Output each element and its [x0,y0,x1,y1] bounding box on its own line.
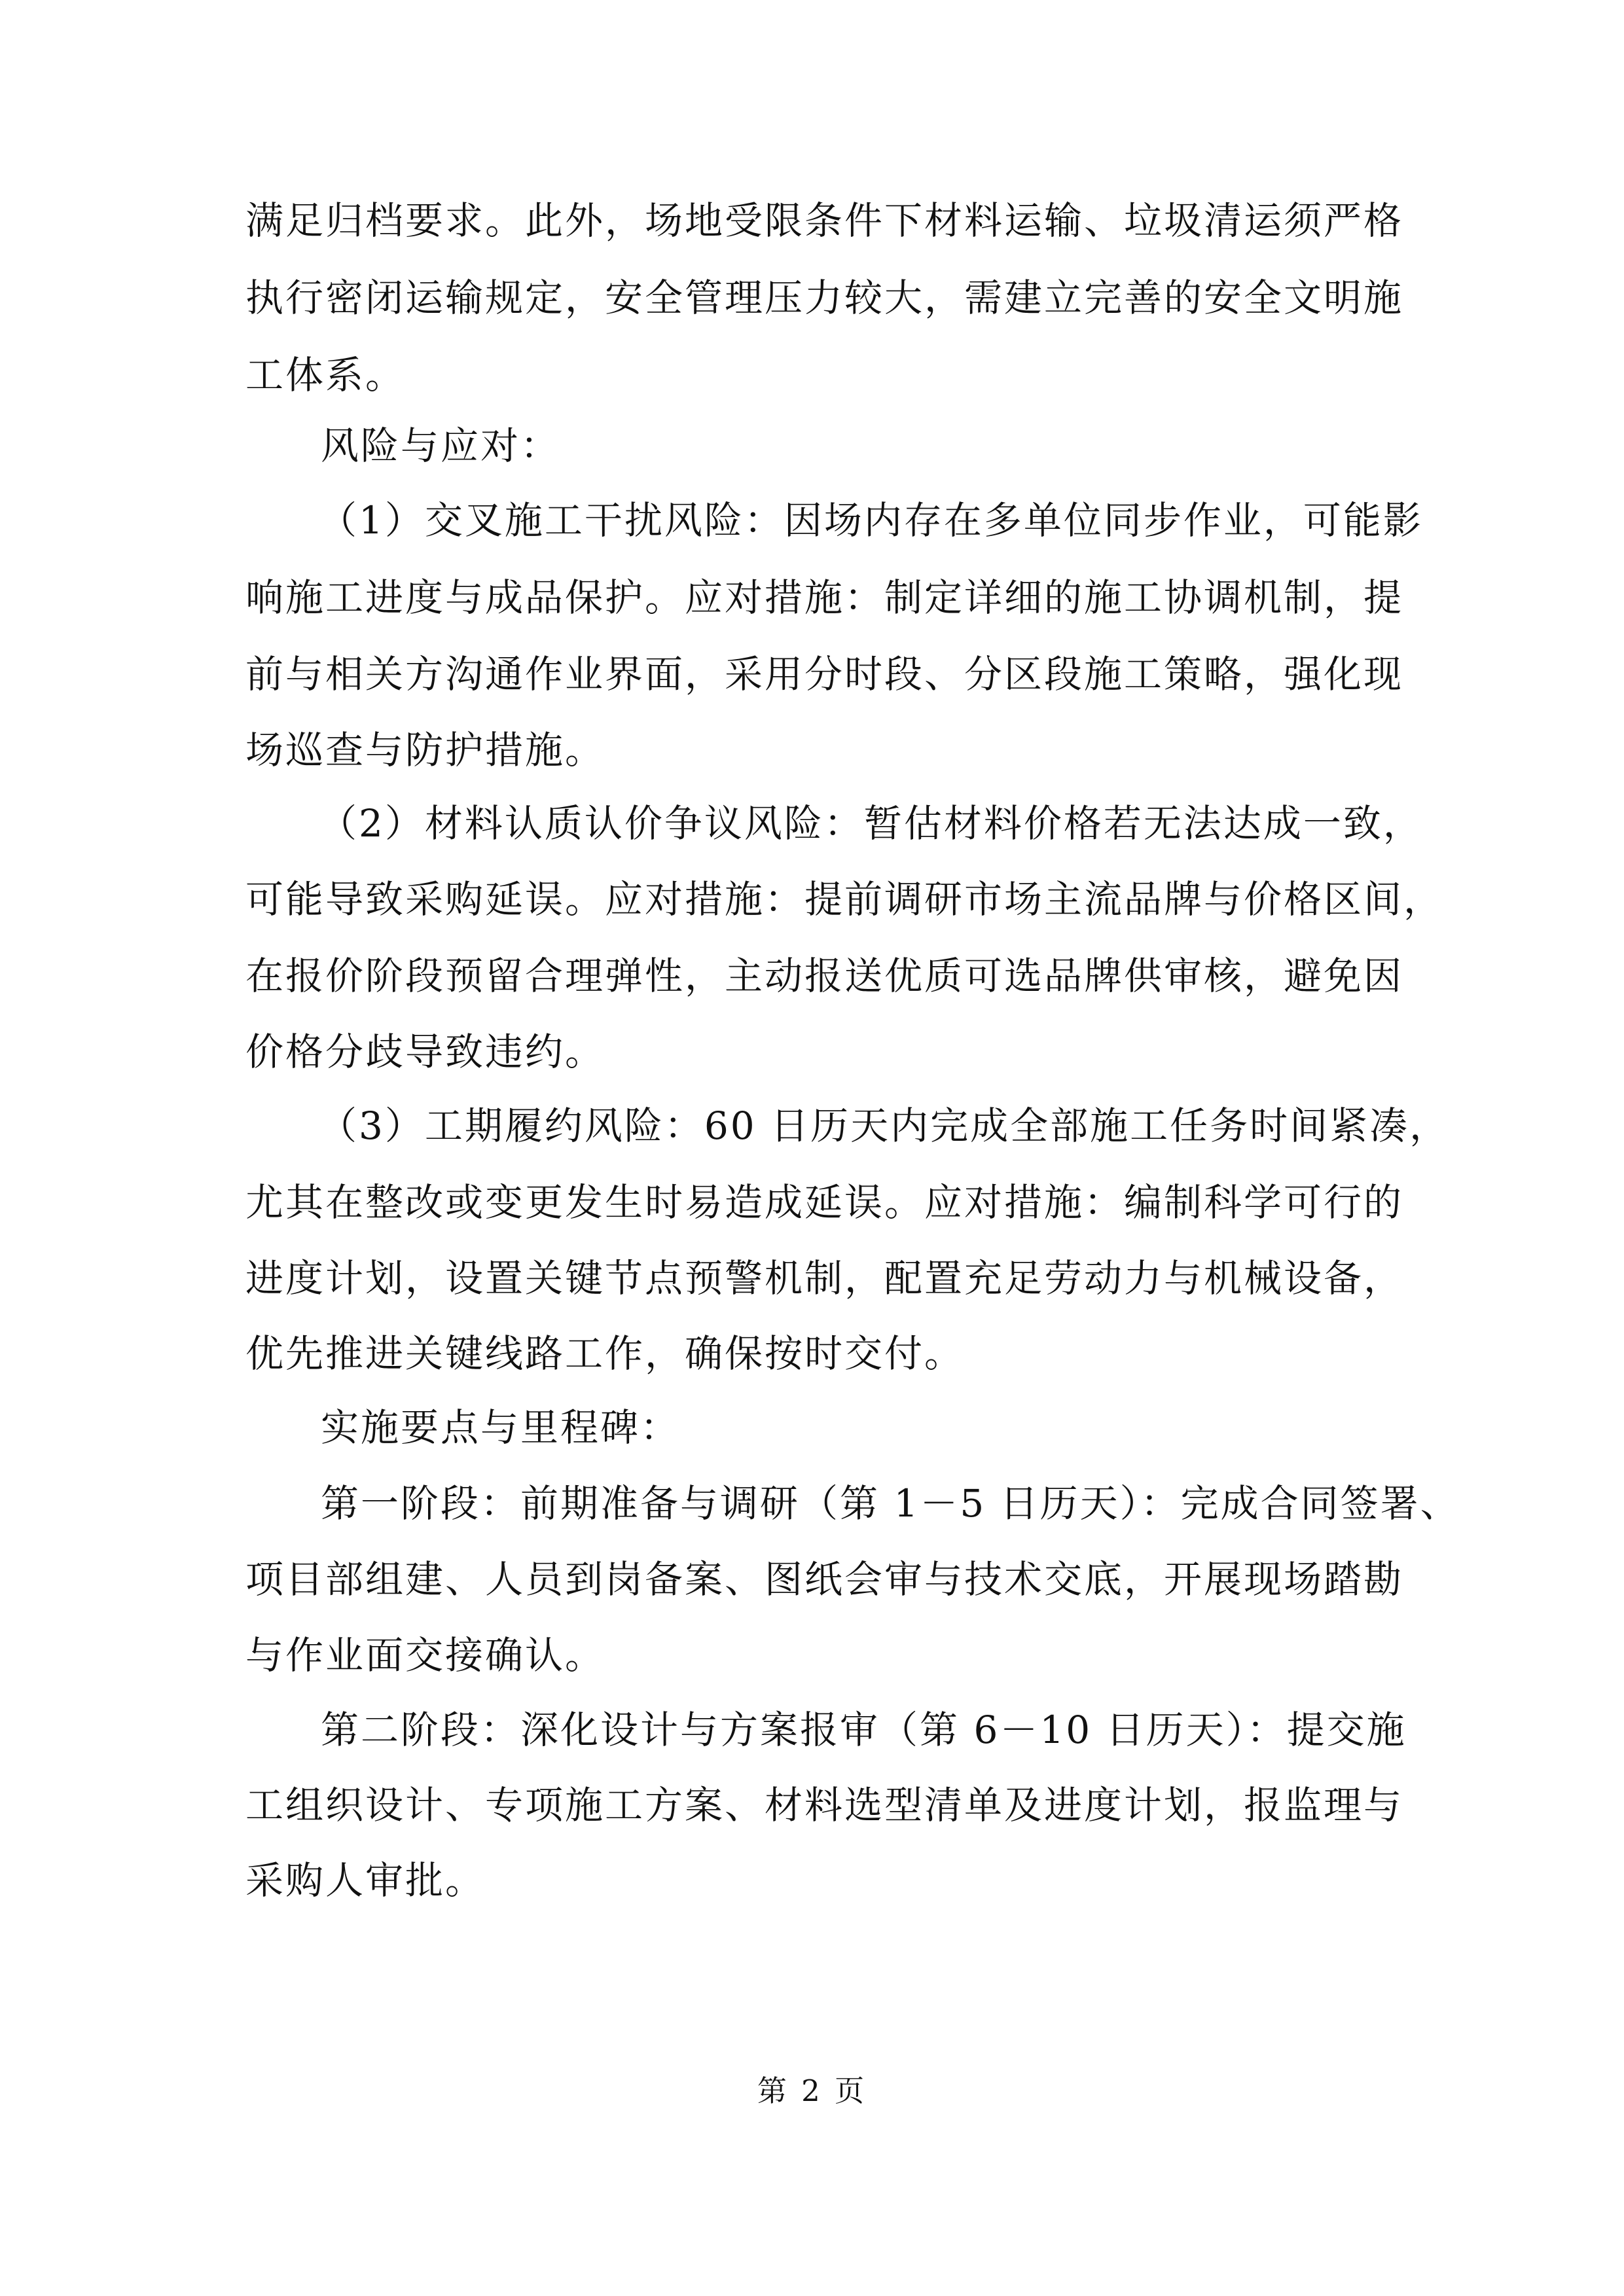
text-line: 优先推进关键线路工作，确保按时交付。 [245,1331,965,1376]
text-line: 工体系。 [245,353,406,397]
text-line: 采购人审批。 [245,1858,486,1903]
phase-1-line: 第一阶段：前期准备与调研（第 1－5 日历天）：完成合同签署、 [321,1481,1460,1526]
text-line: 执行密闭运输规定，安全管理压力较大，需建立完善的安全文明施 [245,276,1404,320]
risk-item-1-line: （1）交叉施工干扰风险：因场内存在多单位同步作业，可能影 [319,498,1423,543]
text-line: 项目部组建、人员到岗备案、图纸会审与技术交底，开展现场踏勘 [245,1557,1404,1602]
section-heading-risk: 风险与应对： [321,423,561,468]
text-line: 在报价阶段预留合理弹性，主动报送优质可选品牌供审核，避免因 [245,954,1404,998]
text-line: 场巡查与防护措施。 [245,728,605,772]
page-number: 第 2 页 [757,2073,867,2108]
section-heading-milestones: 实施要点与里程碑： [321,1405,681,1450]
text-line: 尤其在整改或变更发生时易造成延误。应对措施：编制科学可行的 [245,1180,1404,1225]
text-line: 进度计划，设置关键节点预警机制，配置充足劳动力与机械设备， [245,1256,1404,1300]
text-line: 工组织设计、专项施工方案、材料选型清单及进度计划，报监理与 [245,1783,1404,1827]
risk-item-2-line: （2）材料认质认价争议风险：暂估材料价格若无法达成一致， [319,801,1423,846]
text-line: 满足归档要求。此外，场地受限条件下材料运输、垃圾清运须严格 [245,198,1404,243]
phase-2-line: 第二阶段：深化设计与方案报审（第 6－10 日历天）：提交施 [321,1708,1407,1752]
text-line: 与作业面交接确认。 [245,1633,605,1677]
text-line: 前与相关方沟通作业界面，采用分时段、分区段施工策略，强化现 [245,652,1404,696]
text-line: 响施工进度与成品保护。应对措施：制定详细的施工协调机制，提 [245,575,1404,620]
risk-item-3-line: （3）工期履约风险：60 日历天内完成全部施工任务时间紧凑， [319,1103,1450,1148]
text-line: 价格分歧导致违约。 [245,1030,605,1074]
text-line: 可能导致采购延误。应对措施：提前调研市场主流品牌与价格区间， [245,877,1444,922]
